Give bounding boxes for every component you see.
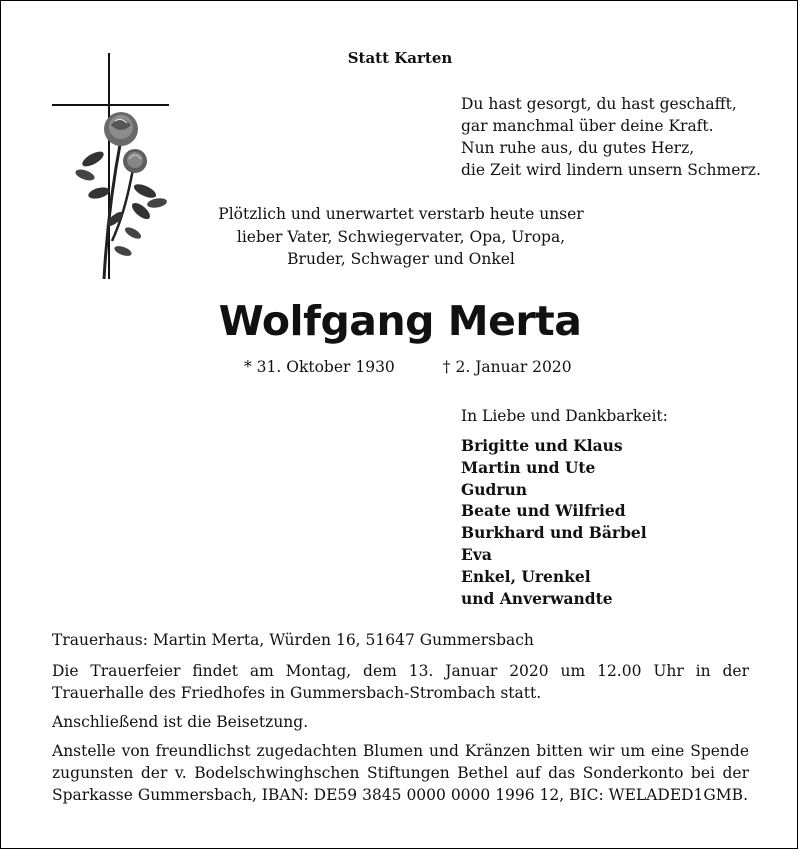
intro-text <box>201 203 601 271</box>
notices <box>52 629 749 806</box>
donation-notice: Anstelle von freundlichst zugedachten Blumen und Kränzen bitten wir um eine Spende zugunsten der v. Bodelschwinghschen Stiftungen Bethel auf das Sonderkonto bei der Sparkasse Gummersbach, IBAN: DE59 3845 0000 0000 1996 12, BIC: WELADED1GMB. <box>52 742 749 804</box>
death-date: † 2. Januar 2020 <box>442 358 572 376</box>
burial-notice: Anschließend ist die Beisetzung. <box>52 713 309 731</box>
mourner: Burkhard und Bärbel <box>461 523 647 543</box>
mourner: Gudrun <box>461 479 528 499</box>
deceased-name: Wolfgang Merta <box>218 297 582 345</box>
mourner: Brigitte und Klaus <box>461 436 623 455</box>
intro-line: Bruder, Schwager und Onkel <box>287 250 515 268</box>
poem <box>461 93 761 181</box>
mourner: Eva <box>461 544 492 564</box>
mourner: Beate und Wilfried <box>461 501 626 521</box>
mourner: Martin und Ute <box>461 457 596 477</box>
mourner: Enkel, Urenkel <box>461 566 591 586</box>
poem-line: gar manchmal über deine Kraft. <box>461 117 714 135</box>
heading: Statt Karten <box>347 49 453 67</box>
thanks-line: In Liebe und Dankbarkeit: <box>461 407 668 425</box>
intro-line: lieber Vater, Schwiegervater, Opa, Uropa, <box>236 227 566 246</box>
life-dates <box>244 358 572 376</box>
ceremony-notice: Die Trauerfeier findet am Montag, dem 13. Januar 2020 um 12.00 Uhr in der Trauerhalle des Friedhofes in Gummersbach-Strombach statt. <box>52 662 749 702</box>
poem-line: die Zeit wird lindern unsern Schmerz. <box>461 161 761 179</box>
cross-with-rose-icon <box>49 51 174 283</box>
mourner: und Anverwandte <box>461 588 613 608</box>
mourning-house: Trauerhaus: Martin Merta, Würden 16, 51647 Gummersbach <box>52 631 534 649</box>
mourners-list <box>461 435 647 609</box>
birth-date: * 31. Oktober 1930 <box>244 358 395 376</box>
intro-line: Plötzlich und unerwartet verstarb heute unser <box>218 205 584 223</box>
poem-line: Du hast gesorgt, du hast geschafft, <box>461 95 737 113</box>
poem-line: Nun ruhe aus, du gutes Herz, <box>461 139 695 157</box>
